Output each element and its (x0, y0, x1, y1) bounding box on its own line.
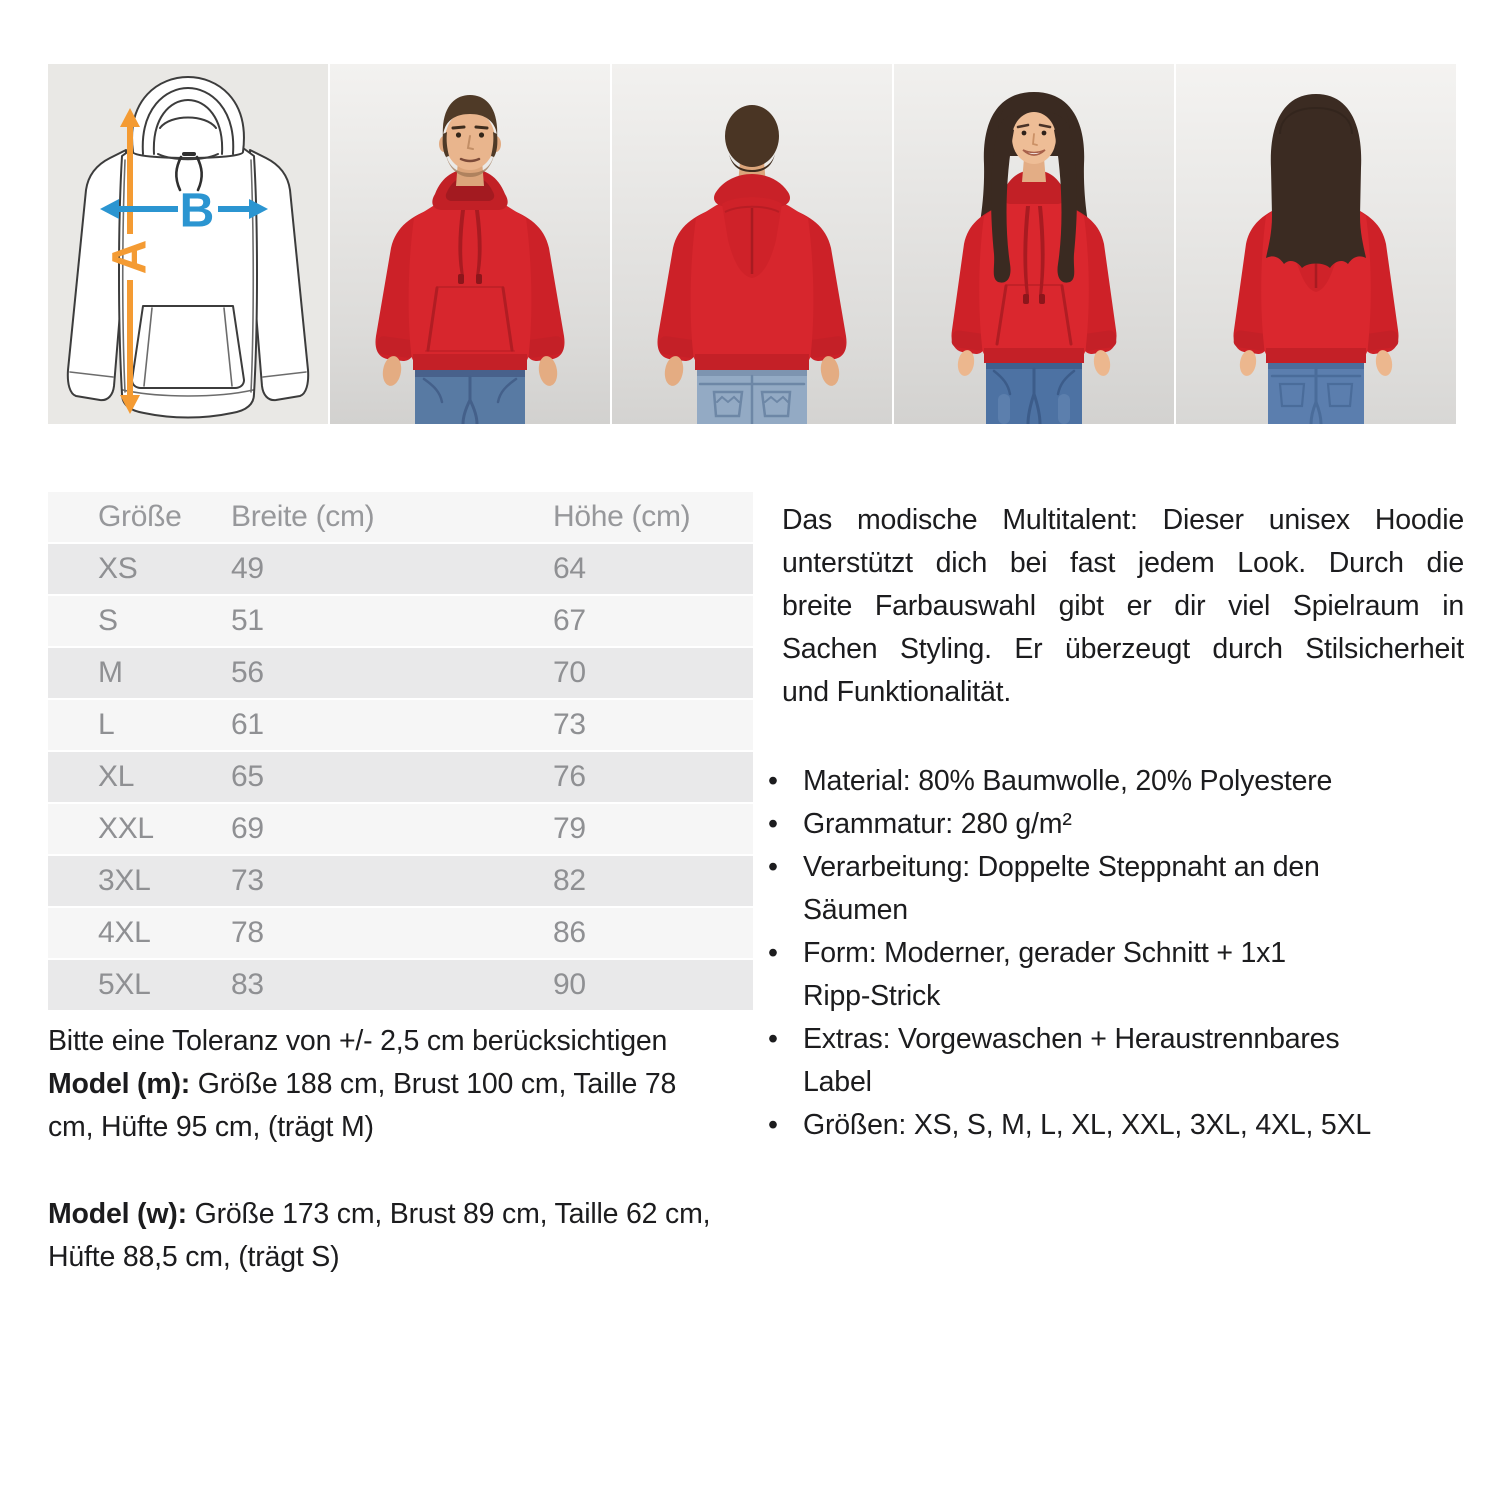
male-front-photo (330, 64, 610, 424)
description-line: und Funktionalität. (782, 676, 1012, 708)
feature-material: • Material: 80% Baumwolle, 20% Polyestere (782, 760, 1464, 803)
female-front-photo (894, 64, 1174, 424)
size-row-3xl: 3XL 73 82 (48, 856, 753, 906)
photo-female-front[interactable] (894, 64, 1174, 424)
diagram-label-b: B (179, 184, 215, 238)
model-m-note (48, 1063, 728, 1149)
measurement-notes (48, 1020, 728, 1279)
description-line: breite Farbauswahl gibt er dir viel Spielraum in (782, 590, 1464, 622)
feature-extras: • Extras: Vorgewaschen + Heraustrennbares Label (782, 1018, 1464, 1104)
model-w-note (48, 1193, 728, 1279)
male-back-photo (612, 64, 892, 424)
size-row-l: L 61 73 (48, 700, 753, 750)
size-row-xxl: XXL 69 79 (48, 804, 753, 854)
model-w-label: Model (w): (48, 1198, 187, 1230)
size-row-4xl: 4XL 78 86 (48, 908, 753, 958)
description-paragraph (782, 499, 1464, 714)
size-row-m: M 56 70 (48, 648, 753, 698)
tolerance-note: Bitte eine Toleranz von +/- 2,5 cm berücksichtigen (48, 1025, 668, 1057)
photo-male-back[interactable] (612, 64, 892, 424)
size-row-5xl: 5XL 83 90 (48, 960, 753, 1010)
size-row-xs: XS 49 64 (48, 544, 753, 594)
col-header-groesse: Größe (48, 492, 231, 542)
size-row-s: S 51 67 (48, 596, 753, 646)
photo-female-back[interactable] (1176, 64, 1456, 424)
col-header-hoehe: Höhe (cm) (553, 492, 753, 542)
diagram-label-a: A (103, 239, 157, 275)
model-w-text: Größe 173 cm, Brust 89 cm, Taille 62 cm, Hüfte 88,5 cm, (trägt S) (48, 1198, 711, 1273)
model-m-label: Model (m): (48, 1068, 191, 1100)
product-image-gallery (48, 64, 1456, 424)
feature-list (782, 760, 1464, 1147)
size-diagram-image (48, 64, 328, 424)
size-row-xl: XL 65 76 (48, 752, 753, 802)
feature-groessen: • Größen: XS, S, M, L, XL, XXL, 3XL, 4XL, 5XL (782, 1104, 1464, 1147)
col-header-breite: Breite (cm) (231, 492, 553, 542)
description-line: Das modische Multitalent: Dieser unisex Hoodie (782, 504, 1464, 536)
feature-form: • Form: Moderner, gerader Schnitt + 1x1 Ripp-Strick (782, 932, 1464, 1018)
feature-verarbeitung: • Verarbeitung: Doppelte Steppnaht an den Säumen (782, 846, 1464, 932)
description-line: unterstützt dich bei fast jedem Look. Durch die (782, 547, 1464, 579)
size-diagram-thumbnail[interactable] (48, 64, 328, 424)
photo-male-front[interactable] (330, 64, 610, 424)
model-m-text: Größe 188 cm, Brust 100 cm, Taille 78 cm, Hüfte 95 cm, (trägt M) (48, 1068, 677, 1143)
size-chart-header-row (48, 492, 753, 542)
product-description (782, 499, 1464, 1147)
size-chart-table (48, 490, 753, 1012)
female-back-photo (1176, 64, 1456, 424)
description-line: Sachen Styling. Er überzeugt durch Stilsicherheit (782, 633, 1464, 665)
feature-grammatur: • Grammatur: 280 g/m² (782, 803, 1464, 846)
